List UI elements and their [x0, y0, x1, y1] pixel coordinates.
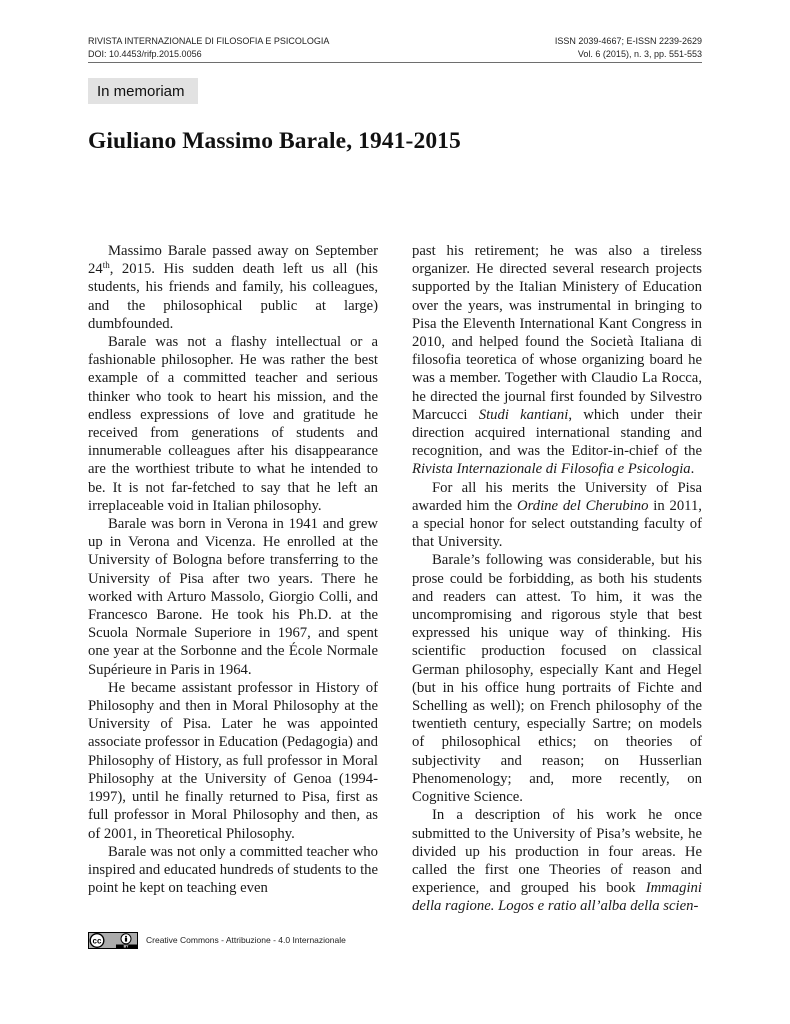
- paragraph: For all his merits the University of Pisa awarded him the Ordine del Cherubino in 2011, a special honor for select outstanding faculty of that University.: [412, 479, 702, 551]
- header-right: [555, 35, 702, 60]
- paragraph: In a description of his work he once submitted to the University of Pisa’s website, he divided up his production in four areas. He called the first one Theories of reason and experience, and grouped his book Immagini della ragione. Logos e ratio all’alba della scien-: [412, 807, 702, 915]
- paragraph: past his retirement; he was also a tireless organizer. He directed several research projects supported by the Italian Ministery of Education over the years, was instrumental in bringing to Pisa the Eleventh International Kant Congress in 2010, and helped found the Società Italiana di filosofia teoretica of whose organizing board he was a member. Together with Claudio La Rocca, he directed the journal first founded by Silvestro Marcucci Studi kantiani, which under their direction acquired international standing and recognition, and was the Editor-in-chief of the Rivista Internazionale di Filosofia e Psicologia.: [412, 243, 702, 478]
- cc-by-license-icon[interactable]: [88, 932, 138, 949]
- paragraph: Barale’s following was considerable, but his prose could be forbidding, as both his students and readers can attest. To him, it was the uncompromising and rigorous style that best expressed his unique way of thinking. His scientific production focused on classical German philosophy, especially Kant and Hegel (but in his office hung portraits of Fichte and Schelling as well); on French philosophy of the twentieth century, especially Sartre; on models of philosophical ethics; on theories of subjectivity and reason; on Husserlian Phenomenology; and, more recently, on Cognitive Science.: [412, 552, 702, 806]
- paragraph: Barale was not only a committed teacher who inspired and educated hundreds of students to the point he kept on teaching even: [88, 843, 379, 897]
- header-left: [88, 35, 329, 60]
- svg-text:cc: cc: [92, 936, 102, 946]
- paragraph: He became assistant professor in History of Philosophy and then in Moral Philosophy at the University of Pisa. Later he was appointed associate professor in Education (Pedagogia) and Philosophy of History, as full professor in Moral Philosophy at the University of Genoa (1994-1997), until he finally returned to Pisa, first as full professor in Moral Philosophy and then, as of 2001, in Theoretical Philosophy.: [88, 679, 378, 842]
- paragraph: Barale was not a flashy intellectual or a fashionable philosopher. He was rather the best example of a committed teacher and serious thinker who took to heart his mission, and the endless expressions of love and gratitude he received from generations of students and innumerable colleagues after his disappearance are the worthiest tribute to what he intended to be. It is not far-fetched to say that he left an irreplaceable void in Italian philosophy.: [88, 334, 378, 514]
- journal-name: RIVISTA INTERNAZIONALE DI FILOSOFIA E PSICOLOGIA: [88, 36, 330, 46]
- issn: ISSN 2039-4667; E-ISSN 2239-2629: [554, 36, 702, 46]
- left-column: [88, 242, 378, 897]
- volume-info: Vol. 6 (2015), n. 3, pp. 551-553: [577, 48, 702, 59]
- section-label: In memoriam: [88, 78, 198, 104]
- license-text[interactable]: Creative Commons - Attribuzione - 4.0 Internazionale: [146, 935, 346, 945]
- svg-text:BY: BY: [123, 944, 129, 949]
- doi-link[interactable]: DOI: 10.4453/rifp.2015.0056: [88, 48, 202, 59]
- header-divider: [88, 62, 702, 63]
- right-column: [412, 242, 702, 916]
- paragraph: Barale was born in Verona in 1941 and grew up in Verona and Vicenza. He enrolled at the University of Bologna before transferring to the University of Pisa after two years. There he worked with Arturo Massolo, Giorgio Colli, and Francesco Barone. He took his Ph.D. at the Scuola Normale Superiore in 1967, and spent one year at the Sorbonne and the École Normale Supérieure in Paris in 1964.: [88, 516, 378, 678]
- paragraph: Massimo Barale passed away on September 24th, 2015. His sudden death left us all (his students, his friends and family, his colleagues, and the philosophical public at large) dumbfounded.: [88, 243, 378, 332]
- article-title: Giuliano Massimo Barale, 1941-2015: [88, 128, 461, 154]
